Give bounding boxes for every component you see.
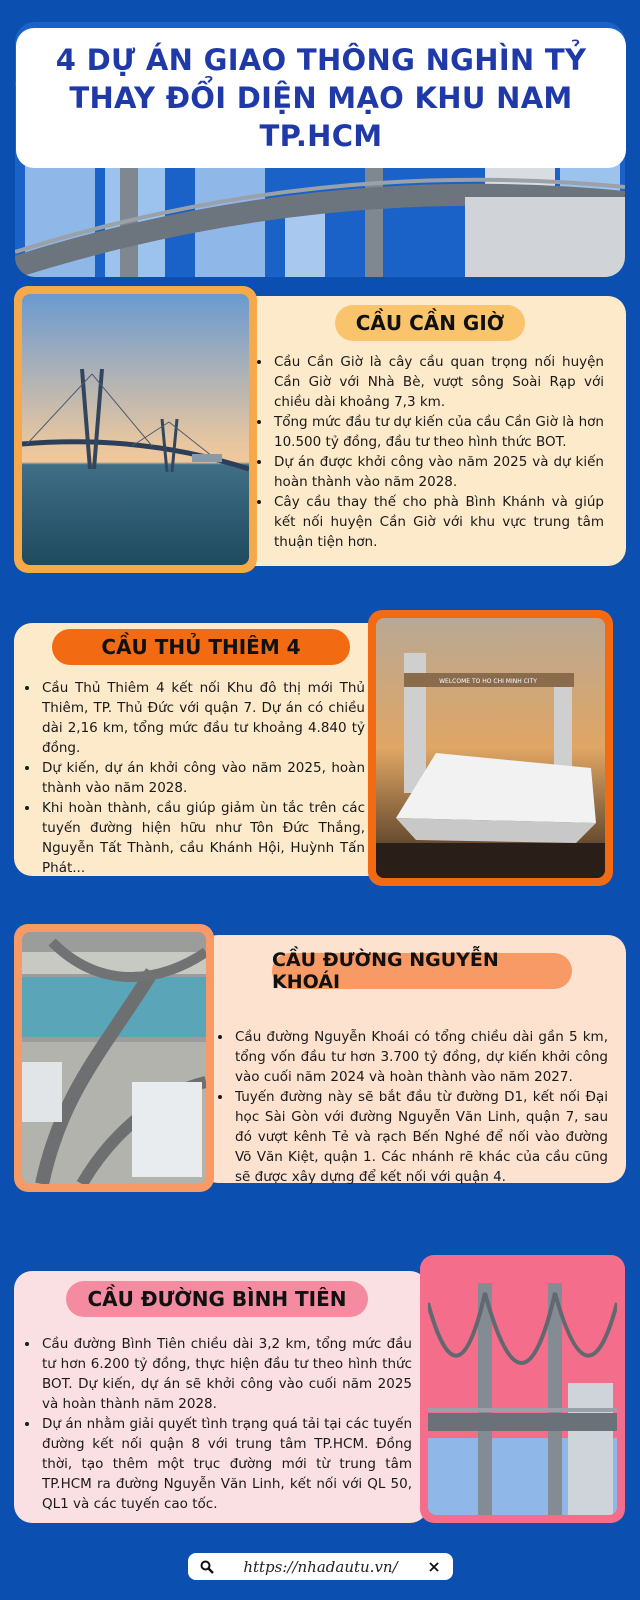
list-item: • Dự kiến, dự án khởi công vào năm 2025, hoàn thành vào năm 2028. bbox=[40, 758, 365, 798]
section-thu-thiem-bullets bbox=[20, 678, 365, 878]
can-gio-photo bbox=[14, 286, 257, 573]
section-nguyen-khoai-heading bbox=[272, 949, 572, 993]
page-title: 4 DỰ ÁN GIAO THÔNG NGHÌN TỶ THAY ĐỔI DIỆN MẠO KHU NAM TP.HCM bbox=[55, 43, 587, 153]
heading-text: CẦU ĐƯỜNG NGUYỄN KHOÁI bbox=[272, 949, 499, 993]
list-item: • Dự án được khởi công vào năm 2025 và dự kiến hoàn thành vào năm 2028. bbox=[272, 452, 604, 492]
list-item: • Cây cầu thay thế cho phà Bình Khánh và giúp kết nối huyện Cần Giờ với khu vực trung tâm thuận tiện hơn. bbox=[272, 492, 604, 552]
heading-text: CẦU THỦ THIÊM 4 bbox=[101, 635, 301, 659]
url-bar[interactable] bbox=[188, 1553, 453, 1580]
close-icon[interactable] bbox=[425, 1558, 443, 1576]
section-thu-thiem-heading bbox=[52, 629, 350, 665]
list-item: • Cầu đường Nguyễn Khoái có tổng chiều dài gần 5 km, tổng vốn đầu tư hơn 3.700 tỷ đồng, dự kiến khởi công vào cuối năm 2024 và hoàn thành vào năm 2027. bbox=[233, 1027, 608, 1087]
heading-text: CẦU CẦN GIỜ bbox=[355, 311, 505, 335]
url-text[interactable]: https://nhadautu.vn/ bbox=[243, 1557, 398, 1576]
list-item: • Tuyến đường này sẽ bắt đầu từ đường D1, kết nối Đại học Sài Gòn với đường Nguyễn Văn Linh, quận 7, sau đó vượt kênh Tẻ và rạch Bến Nghé để nối vào đường Võ Văn Kiệt, quận 1. Các nhánh rẽ khác của cầu cũng sẽ được xây dựng để kết nối với quận 4. bbox=[233, 1087, 608, 1187]
list-item: • Cầu Thủ Thiêm 4 kết nối Khu đô thị mới Thủ Thiêm, TP. Thủ Đức với quận 7. Dự án có chiều dài 2,16 km, tổng mức đầu tư khoảng 4.840 tỷ đồng. bbox=[40, 678, 365, 758]
list-item: • Dự án nhằm giải quyết tình trạng quá tải tại các tuyến đường kết nối quận 8 với trung tâm TP.HCM. Đồng thời, tạo thêm một trục đường mới từ trung tâm TP.HCM ra đường Nguyễn Văn Linh, kết nối với QL 50, QL1 và các tuyến cao tốc. bbox=[40, 1414, 412, 1514]
title-box bbox=[16, 28, 626, 168]
section-can-gio-bullets bbox=[252, 352, 604, 552]
section-can-gio-heading bbox=[335, 305, 525, 341]
section-binh-tien-heading bbox=[66, 1281, 368, 1317]
section-nguyen-khoai-bullets bbox=[213, 1027, 608, 1187]
nguyen-khoai-photo bbox=[14, 924, 214, 1192]
list-item: • Khi hoàn thành, cầu giúp giảm ùn tắc trên các tuyến đường hiện hữu như Tôn Đức Thắng, Nguyễn Tất Thành, cầu Khánh Hội, Huỳnh Tấn Phát... bbox=[40, 798, 365, 878]
heading-text: CẦU ĐƯỜNG BÌNH TIÊN bbox=[87, 1287, 347, 1311]
thu-thiem-photo bbox=[368, 610, 613, 886]
list-item: • Cầu Cần Giờ là cây cầu quan trọng nối huyện Cần Giờ với Nhà Bè, vượt sông Soài Rạp với chiều dài khoảng 7,3 km. bbox=[272, 352, 604, 412]
welcome-sign: WELCOME TO HO CHI MINH CITY bbox=[439, 678, 537, 685]
list-item: • Tổng mức đầu tư dự kiến của cầu Cần Giờ là hơn 10.500 tỷ đồng, đầu tư theo hình thức BOT. bbox=[272, 412, 604, 452]
list-item: • Cầu đường Bình Tiên chiều dài 3,2 km, tổng mức đầu tư hơn 6.200 tỷ đồng, thực hiện đầu tư theo hình thức BOT. Dự kiến, dự án sẽ khởi công vào cuối năm 2025 và hoàn thành năm 2028. bbox=[40, 1334, 412, 1414]
section-binh-tien-bullets bbox=[20, 1334, 412, 1514]
search-icon[interactable] bbox=[198, 1558, 216, 1576]
binh-tien-photo bbox=[420, 1255, 625, 1523]
